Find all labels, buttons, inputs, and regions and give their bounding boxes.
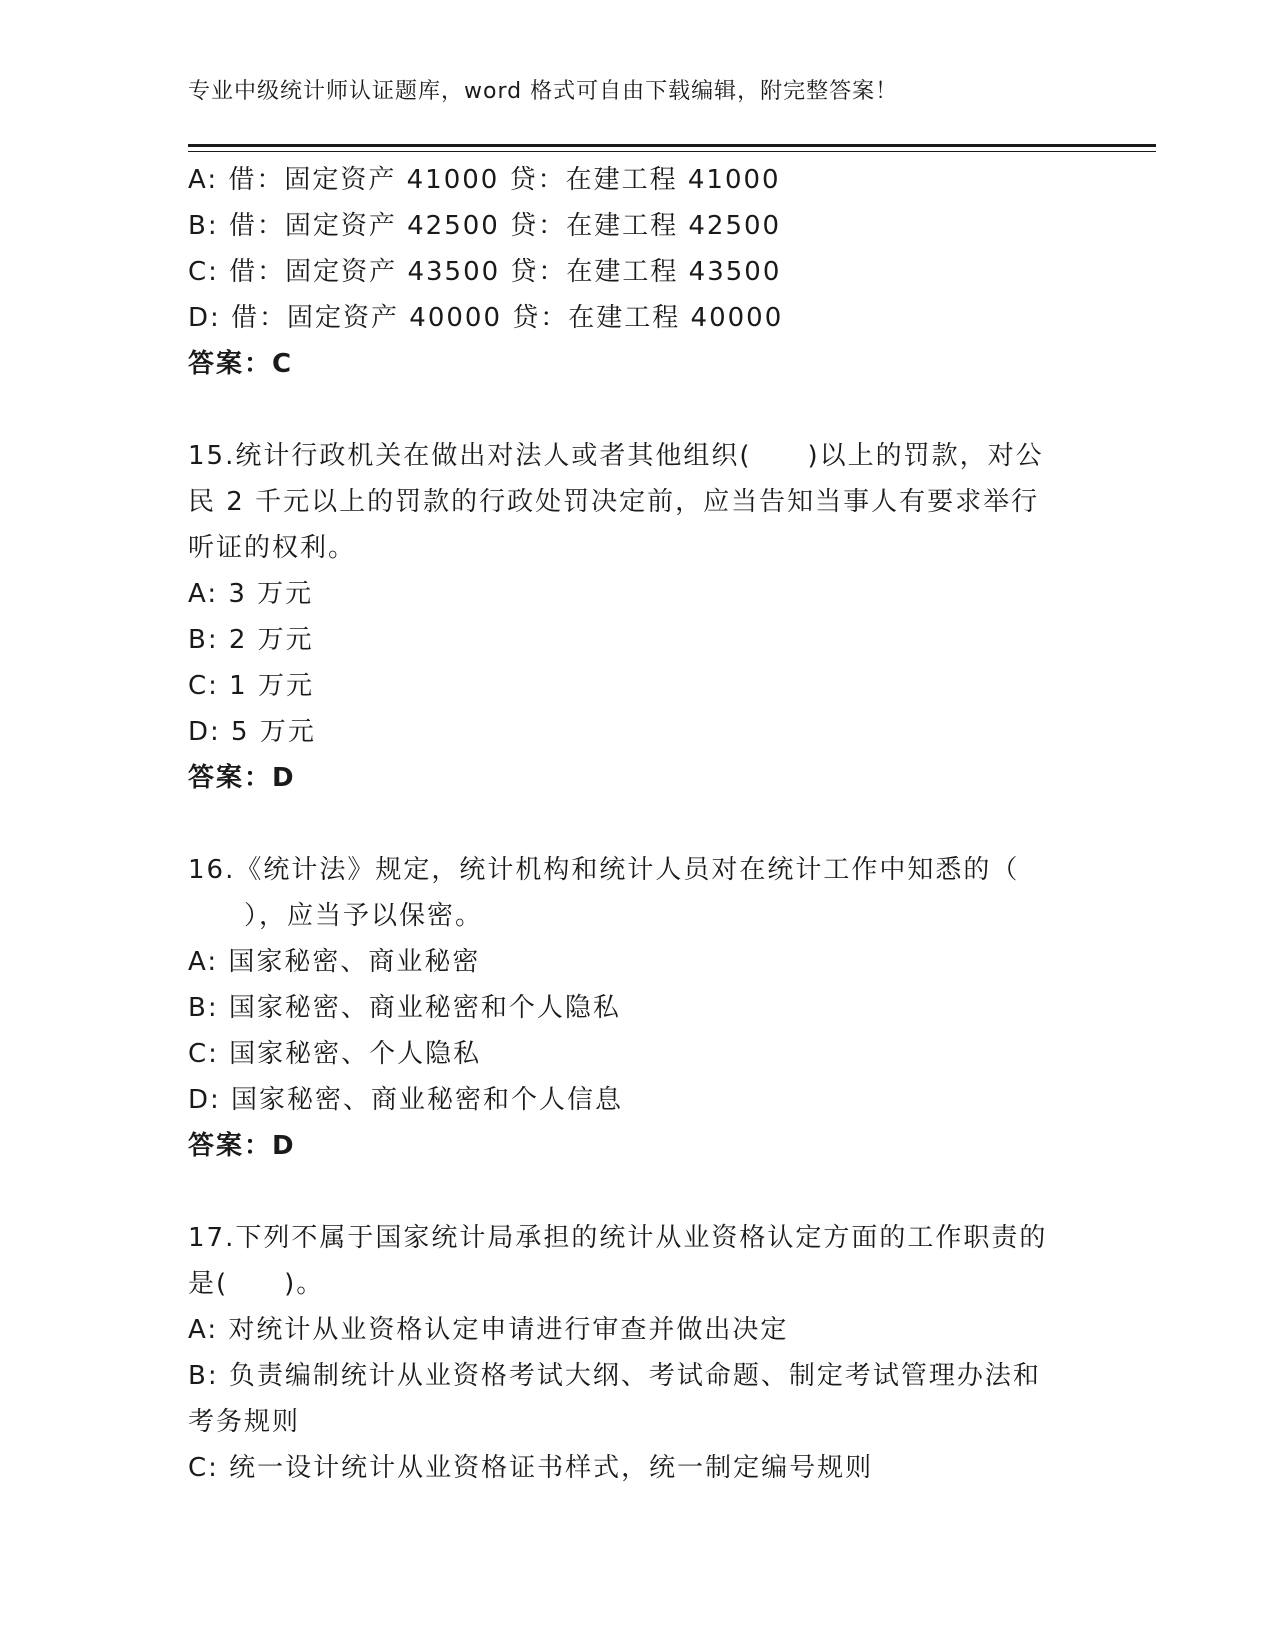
option-d: D: 5 万元 <box>188 717 316 747</box>
option-b: B: 借：固定资产 42500 贷：在建工程 42500 <box>188 211 782 241</box>
question-stem-line: 听证的权利。 <box>188 533 357 563</box>
page-header: 专业中级统计师认证题库，word 格式可自由下载编辑，附完整答案！ <box>188 79 899 104</box>
option-a: A: 3 万元 <box>188 579 314 609</box>
block-spacer <box>188 387 1088 433</box>
header-rule-thin <box>188 151 1156 152</box>
option-c: C: 统一设计统计从业资格证书样式，统一制定编号规则 <box>188 1453 874 1483</box>
option-d: D: 国家秘密、商业秘密和个人信息 <box>188 1085 624 1115</box>
question-stem-line: 15.统计行政机关在做出对法人或者其他组织( )以上的罚款，对公 <box>188 441 1044 471</box>
question-stem-line: 16.《统计法》规定，统计机构和统计人员对在统计工作中知悉的（ <box>188 855 1020 885</box>
question-block-14 <box>188 157 1088 387</box>
option-c: C: 1 万元 <box>188 671 314 701</box>
option-a: A: 国家秘密、商业秘密 <box>188 947 481 977</box>
option-d: D: 借：固定资产 40000 贷：在建工程 40000 <box>188 303 784 333</box>
answer-line: 答案：C <box>188 349 294 379</box>
question-block-16 <box>188 847 1088 1169</box>
answer-line: 答案：D <box>188 1131 296 1161</box>
option-b: B: 负责编制统计从业资格考试大纲、考试命题、制定考试管理办法和 <box>188 1361 1041 1391</box>
option-b: B: 国家秘密、商业秘密和个人隐私 <box>188 993 621 1023</box>
option-c: C: 国家秘密、个人隐私 <box>188 1039 482 1069</box>
block-spacer <box>188 1169 1088 1215</box>
header-rule-thick <box>188 144 1156 147</box>
question-block-17 <box>188 1215 1088 1491</box>
question-stem-line: 17.下列不属于国家统计局承担的统计从业资格认定方面的工作职责的 <box>188 1223 1048 1253</box>
question-block-15 <box>188 433 1088 801</box>
question-stem-line: ），应当予以保密。 <box>188 901 484 931</box>
option-b: B: 2 万元 <box>188 625 314 655</box>
question-stem-line: 民 2 千元以上的罚款的行政处罚决定前，应当告知当事人有要求举行 <box>188 487 1040 517</box>
option-a: A: 对统计从业资格认定申请进行审查并做出决定 <box>188 1315 789 1345</box>
option-b-continued: 考务规则 <box>188 1407 301 1437</box>
option-a: A: 借：固定资产 41000 贷：在建工程 41000 <box>188 165 781 195</box>
question-content <box>188 157 1088 1491</box>
question-stem-line: 是( )。 <box>188 1269 325 1299</box>
block-spacer <box>188 801 1088 847</box>
answer-line: 答案：D <box>188 763 296 793</box>
option-c: C: 借：固定资产 43500 贷：在建工程 43500 <box>188 257 782 287</box>
